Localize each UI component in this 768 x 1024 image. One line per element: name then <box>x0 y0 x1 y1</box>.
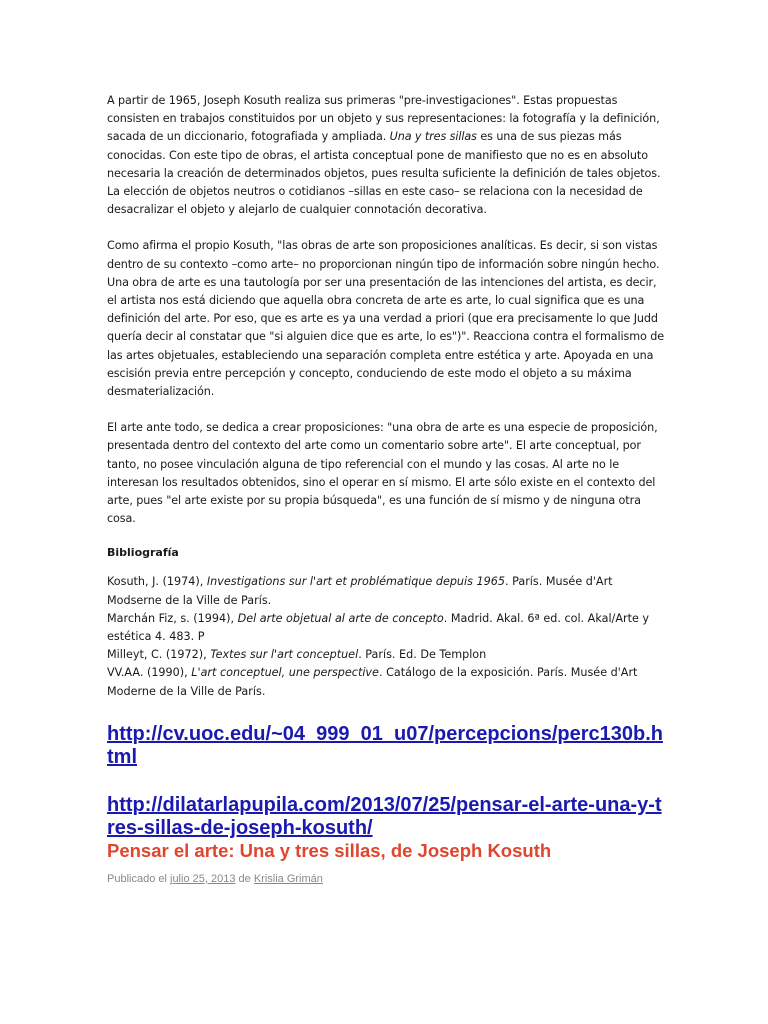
bibliography-entry <box>107 664 667 700</box>
dilatarlapupila-link[interactable]: http://dilatarlapupila.com/2013/07/25/pensar-el-arte-una-y-tres-sillas-de-joseph-kosuth/ <box>107 793 662 839</box>
artwork-title: Una y tres sillas <box>389 130 477 144</box>
bibliography-entry <box>107 610 667 646</box>
uoc-link[interactable]: http://cv.uoc.edu/~04_999_01_u07/percepcions/perc130b.html <box>107 722 663 768</box>
ref-author: Milleyt, C. (1972), <box>107 648 211 662</box>
ref-author: Kosuth, J. (1974), <box>107 575 207 589</box>
ref-author: Marchán Fiz, s. (1994), <box>107 611 238 625</box>
bibliography-entry <box>107 573 667 609</box>
paragraph-1-text-a: A partir de 1965, Joseph Kosuth realiza sus primeras "pre-investigaciones". Estas propuestas consisten en trabajos constituidos por un objeto y sus representaciones: la fotografía y la definición, sacada de un diccionario, fotografiada y ampliada. <box>107 94 660 144</box>
ref-title: Investigations sur l'art et problématique depuis 1965 <box>206 575 505 589</box>
by-text: de <box>235 872 254 885</box>
ref-title: Del arte objetual al arte de concepto <box>237 611 444 625</box>
ref-publisher: . Catálogo de la exposición. París. Musée d'Art Moderne de la Ville de París. <box>107 666 638 698</box>
bibliography-list <box>107 573 667 700</box>
post-title[interactable]: Pensar el arte: Una y tres sillas, de Joseph Kosuth <box>107 839 552 861</box>
paragraph-2: Como afirma el propio Kosuth, "las obras de arte son proposiciones analíticas. Es decir, si son vistas dentro de su contexto –como arte– no proporcionan ningún tipo de información sobre ningún hecho. Una obra de arte es una tautología por ser una presentación de las intenciones del artista, es decir, el artista nos está diciendo que aquella obra concreta de arte es arte, lo cual significa que es una definición del arte. Por eso, que es arte es ya una verdad a priori (que era precisamente lo que Judd quería decir al constatar que "si alguien dice que es arte, lo es")". Reacciona contra el formalismo de las artes objetuales, estableciendo una separación completa entre estética y arte. Apoyada en una escisión previa entre percepción y concepto, conduciendo de este modo el objeto a su máxima desmaterialización. <box>107 239 665 399</box>
ref-publisher: . París. Musée d'Art Modserne de la Ville de París. <box>107 575 613 607</box>
paragraph-3: El arte ante todo, se dedica a crear proposiciones: "una obra de arte es una especie de proposición, presentada dentro del contexto del arte como un comentario sobre arte". El arte conceptual, por tanto, no posee vinculación alguna de tipo referencial con el mundo y las cosas. Al arte no le interesan los resultados obtenidos, sino el operar en sí mismo. El arte sólo existe en el contexto del arte, pues "el arte existe por su propia búsqueda", es una función de sí mismo y de ninguna otra cosa. <box>107 421 658 526</box>
post-meta <box>107 873 667 885</box>
ref-publisher: . París. Ed. De Templon <box>358 648 487 662</box>
post-date-link[interactable]: julio 25, 2013 <box>170 872 236 885</box>
author-link[interactable]: Kris​lia Grimán <box>253 872 323 885</box>
ref-author: VV.AA. (1990), <box>107 666 192 680</box>
ref-title: Textes sur l'art conceptuel <box>210 648 359 662</box>
paragraph-1 <box>107 92 667 219</box>
ref-publisher: . Madrid. Akal. 6ª ed. col. Akal/Arte y estética 4. 483. P <box>107 611 650 644</box>
published-prefix: Publicado el <box>107 872 170 885</box>
article-content <box>107 92 667 885</box>
paragraph-1-text-b: es una de sus piezas más conocidas. Con este tipo de obras, el artista conceptual pone de manifiesto que no es en absoluto necesaria la creación de determinados objetos, pues resulta suficiente la definición de tales objetos. La elección de objetos neutros o cotidianos –sillas en este caso– se relaciona con la necesidad de desacralizar el objeto y alejarlo de cualquier connotación decorativa. <box>107 130 661 217</box>
bibliography-heading: Bibliografía <box>107 546 179 560</box>
ref-title: L'art conceptuel, une perspective <box>191 666 379 680</box>
bibliography-entry <box>107 646 667 664</box>
